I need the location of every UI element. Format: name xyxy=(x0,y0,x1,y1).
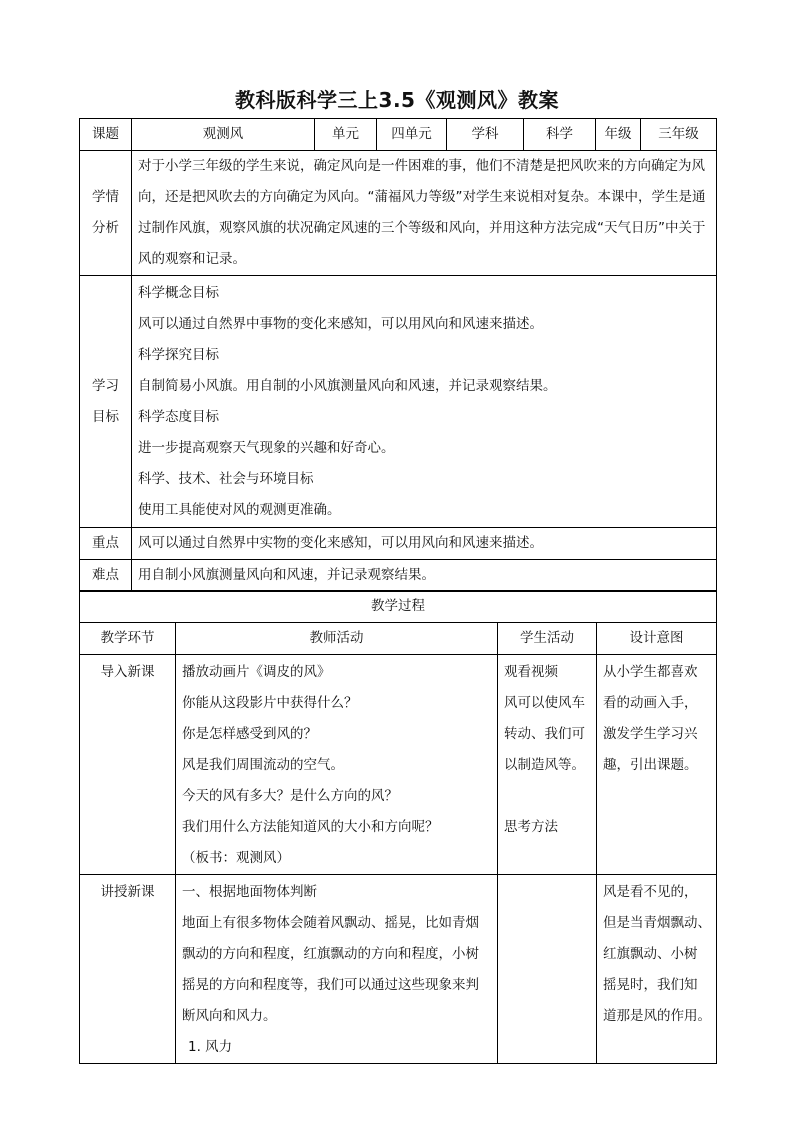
column-header-design: 设计意图 xyxy=(597,623,717,655)
teacher-heading: 一、根据地面物体判断 xyxy=(182,884,317,900)
subject-label: 学科 xyxy=(447,119,524,151)
new-lesson-row xyxy=(80,875,717,1064)
analysis-label-line1: 学情 xyxy=(92,189,119,205)
analysis-text xyxy=(132,151,717,276)
intro-student xyxy=(498,655,597,875)
difficulty-row xyxy=(80,560,717,592)
grade-value: 三年级 xyxy=(641,119,717,151)
objective-line: 科学概念目标 xyxy=(138,285,219,301)
intro-teacher xyxy=(176,655,498,875)
course-value: 观测风 xyxy=(132,119,315,151)
key-point-row xyxy=(80,528,717,560)
difficulty-text: 用自制小风旗测量风向和风速，并记录观察结果。 xyxy=(132,560,717,592)
column-header-stage: 教学环节 xyxy=(80,623,176,655)
teacher-line: 风是我们周围流动的空气。 xyxy=(182,757,344,773)
column-header-teacher: 教师活动 xyxy=(176,623,498,655)
unit-value: 四单元 xyxy=(377,119,447,151)
subject-value: 科学 xyxy=(524,119,596,151)
student-line xyxy=(504,781,590,812)
analysis-label-line2: 分析 xyxy=(92,220,119,236)
page-title: 教科版科学三上3.5《观测风》教案 xyxy=(235,88,559,112)
design-line: 风是看不见的， xyxy=(603,884,698,900)
objective-line: 风可以通过自然界中事物的变化来感知，可以用风向和风速来描述。 xyxy=(138,316,543,332)
course-label: 课题 xyxy=(80,119,132,151)
new-lesson-stage: 讲授新课 xyxy=(80,875,176,1064)
teacher-item: 1. 风力 xyxy=(188,1039,233,1055)
new-lesson-student xyxy=(498,875,597,1064)
student-line: 转动、我们可 xyxy=(504,726,585,742)
objectives-row xyxy=(80,276,717,528)
teacher-paragraph: 地面上有很多物体会随着风飘动、摇晃，比如青烟飘动的方向和程度，红旗飘动的方向和程度，小树摇晃的方向和程度等，我们可以通过这些现象来判断风向和风力。 xyxy=(182,915,479,1024)
objective-line: 科学探究目标 xyxy=(138,347,219,363)
difficulty-label: 难点 xyxy=(80,560,132,592)
student-line: 观看视频 xyxy=(504,664,558,680)
teaching-process-table xyxy=(79,590,717,1064)
info-row xyxy=(80,119,717,151)
design-line: 道那是风的作用。 xyxy=(603,1008,711,1024)
new-lesson-teacher xyxy=(176,875,498,1064)
student-line: 风可以使风车 xyxy=(504,695,585,711)
teacher-line: 你是怎样感受到风的？ xyxy=(182,726,317,742)
key-point-text: 风可以通过自然界中实物的变化来感知，可以用风向和风速来描述。 xyxy=(132,528,717,560)
design-line: 红旗飘动、小树 xyxy=(603,946,698,962)
objectives-label xyxy=(80,276,132,528)
student-line: 思考方法 xyxy=(504,819,558,835)
teacher-line: 今天的风有多大？是什么方向的风？ xyxy=(182,788,398,804)
design-line: 看的动画入手， xyxy=(603,695,698,711)
grade-label: 年级 xyxy=(596,119,641,151)
objective-line: 使用工具能使对风的观测更准确。 xyxy=(138,502,341,518)
teacher-line: （板书：观测风） xyxy=(182,850,290,866)
teacher-line: 播放动画片《调皮的风》 xyxy=(182,664,331,680)
unit-label: 单元 xyxy=(315,119,377,151)
intro-design xyxy=(597,655,717,875)
process-heading-row xyxy=(80,591,717,623)
objectives-label-line2: 目标 xyxy=(92,408,119,425)
design-line: 但是当青烟飘动、 xyxy=(603,915,711,931)
process-heading: 教学过程 xyxy=(80,591,717,623)
lesson-info-table xyxy=(79,118,717,592)
intro-row xyxy=(80,655,717,875)
teacher-line: 我们用什么方法能知道风的大小和方向呢？ xyxy=(182,819,439,835)
process-header-row xyxy=(80,623,717,655)
key-point-label: 重点 xyxy=(80,528,132,560)
objectives-content xyxy=(132,276,717,528)
design-line: 趣，引出课题。 xyxy=(603,757,698,773)
student-line: 以制造风等。 xyxy=(504,757,585,773)
analysis-paragraph: 对于小学三年级的学生来说，确定风向是一件困难的事，他们不清楚是把风吹来的方向确定为风向，还是把风吹去的方向确定为风向。“蒲福风力等级”对学生来说相对复杂。本课中，学生是通过制作风旗，观察风旗的状况确定风速的三个等级和风向，并用这种方法完成“天气日历”中关于风的观察和记录。 xyxy=(138,158,706,267)
design-line: 摇晃时，我们知 xyxy=(603,977,698,993)
design-line: 激发学生学习兴 xyxy=(603,726,698,742)
column-header-student: 学生活动 xyxy=(498,623,597,655)
objective-line: 自制简易小风旗。用自制的小风旗测量风向和风速，并记录观察结果。 xyxy=(138,378,557,394)
objective-line: 科学、技术、社会与环境目标 xyxy=(138,471,314,487)
analysis-row xyxy=(80,151,717,276)
teacher-line: 你能从这段影片中获得什么？ xyxy=(182,695,358,711)
design-line: 从小学生都喜欢 xyxy=(603,664,698,680)
objectives-label-line1: 学习 xyxy=(92,377,119,394)
intro-stage: 导入新课 xyxy=(80,655,176,875)
objective-line: 进一步提高观察天气现象的兴趣和好奇心。 xyxy=(138,440,395,456)
objective-line: 科学态度目标 xyxy=(138,409,219,425)
analysis-label xyxy=(80,151,132,276)
new-lesson-design xyxy=(597,875,717,1064)
